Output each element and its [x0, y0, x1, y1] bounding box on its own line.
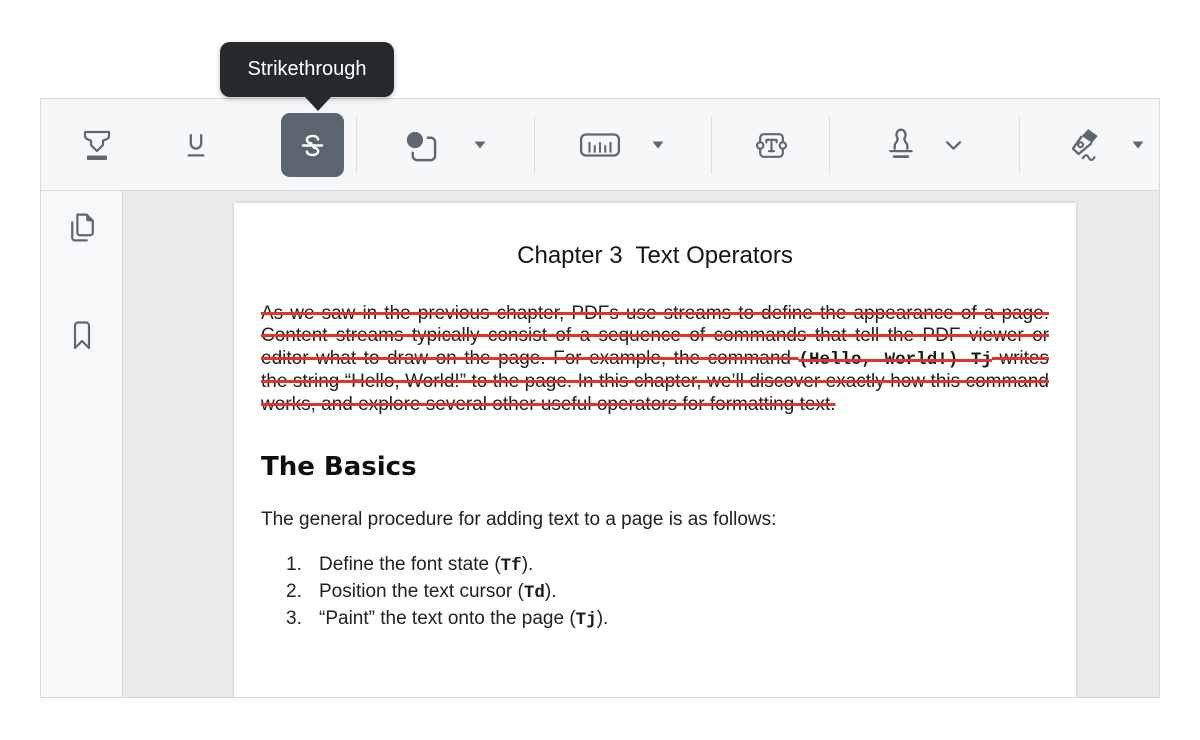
bookmark-icon	[64, 317, 100, 357]
list-item	[261, 606, 1049, 633]
tooltip-label: Strikethrough	[247, 58, 367, 80]
signature-pen-icon	[1065, 126, 1104, 164]
tooltip-arrow	[305, 97, 331, 111]
intro-paragraph: The general procedure for adding text to a page is as follows:	[261, 509, 777, 531]
list-item	[261, 579, 1049, 606]
dropdown-arrow-icon	[473, 140, 487, 150]
ruler-icon	[579, 131, 621, 159]
list-item-text: “Paint” the text onto the page (Tj).	[319, 608, 609, 631]
dropdown-arrow-icon	[1131, 140, 1145, 150]
shape-tool-button[interactable]	[396, 113, 444, 177]
toolbar-separator	[711, 116, 712, 174]
shape-tool-dropdown[interactable]	[466, 113, 494, 177]
section-heading: The Basics	[261, 452, 417, 483]
stamp-icon	[882, 126, 920, 164]
underline-tool-button[interactable]	[172, 113, 220, 177]
ellipse-shape-icon	[401, 126, 439, 164]
tooltip	[220, 42, 394, 97]
signature-tool-button[interactable]	[1060, 113, 1108, 177]
highlighter-icon	[81, 128, 113, 162]
chevron-down-icon	[945, 140, 962, 151]
list-item	[261, 552, 1049, 579]
document-viewport[interactable]	[123, 191, 1159, 698]
measurement-tool-button[interactable]	[576, 113, 624, 177]
list-item-number: 3.	[286, 608, 302, 630]
text-box-tool-button[interactable]	[747, 113, 795, 177]
text-box-icon	[753, 127, 790, 164]
strikethrough-tool-button[interactable]	[281, 113, 344, 177]
struck-text-run: writes the string “Hello, World!” to the page. In this chapter, we’ll discover exactly how this command works, and explore several other useful operators for formatting text.	[261, 347, 1049, 415]
list-item-text: Define the font state (Tf).	[319, 554, 534, 577]
content-row	[41, 191, 1159, 698]
strikethrough-annotation-text[interactable]	[261, 303, 1049, 416]
signature-tool-dropdown[interactable]	[1124, 113, 1152, 177]
list-item-text: Position the text cursor (Td).	[319, 581, 557, 604]
measurement-tool-dropdown[interactable]	[644, 113, 672, 177]
underline-icon	[183, 132, 209, 159]
list-item-number: 2.	[286, 581, 302, 603]
page-thumbnails-icon	[63, 209, 100, 249]
dropdown-arrow-icon	[651, 140, 665, 150]
toolbar-separator	[534, 116, 535, 174]
document-title: Chapter 3 Text Operators	[517, 242, 793, 269]
struck-code-run: (Hello, World!) Tj	[798, 349, 992, 370]
pdf-page[interactable]	[234, 203, 1076, 698]
toolbar-separator	[1019, 116, 1020, 174]
annotation-toolbar	[41, 99, 1159, 191]
toolbar-separator	[356, 116, 357, 174]
stamp-tool-dropdown[interactable]	[939, 113, 967, 177]
strikethrough-icon	[299, 132, 326, 159]
toolbar-separator	[829, 116, 830, 174]
bookmarks-button[interactable]	[56, 311, 108, 363]
highlight-tool-button[interactable]	[73, 113, 121, 177]
numbered-list	[261, 552, 1049, 633]
list-item-number: 1.	[286, 554, 302, 576]
page-thumbnails-button[interactable]	[56, 203, 108, 255]
struck-text-run: As we saw in the previous chapter, PDFs use streams to define the appearance of a page. Content streams typically consist of a sequence of commands that tell the PDF viewer or editor what to draw on the page. For example, the command	[261, 303, 1049, 369]
stamp-tool-button[interactable]	[877, 113, 925, 177]
sidebar	[41, 191, 123, 698]
pdf-editor-window	[40, 98, 1160, 698]
